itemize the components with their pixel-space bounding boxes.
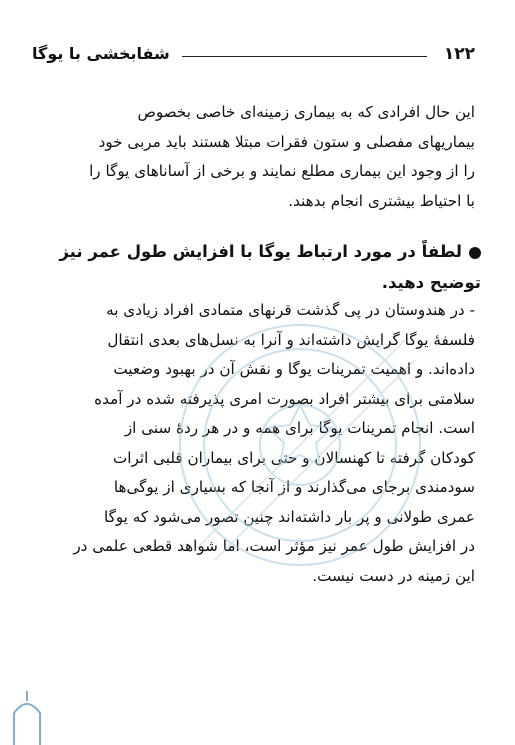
paragraph-answer <box>40 296 475 591</box>
question-line-2: توضیح دهید. <box>381 273 481 292</box>
running-title: شفابخشی با یوگا <box>32 44 170 63</box>
text-line: کودکان گرفته تا کهنسالان و حتی برای بیماران قلبی اثرات <box>112 448 475 467</box>
question-text: لطفاً در مورد ارتباط یوگا با افزایش طول عمر نیز <box>59 242 462 261</box>
minaret-icon <box>6 689 48 745</box>
text-line: است. انجام تمرینات یوگا برای همه و در هر ردهٔ سنی از <box>124 419 475 437</box>
text-line: فلسفهٔ یوگا گرایش داشته‌اند و آنرا به نسل‌های بعدی انتقال <box>107 330 475 349</box>
bullet-icon <box>469 247 481 259</box>
text-line: در افزایش طول عمر نیز مؤثر است، اما شواهد قطعی علمی در <box>73 537 475 555</box>
text-line: بیماریهای مفصلی و ستون فقرات مبتلا هستند باید مربی خود <box>98 132 475 151</box>
question-line-1 <box>40 236 481 267</box>
paragraph-intro <box>40 98 475 216</box>
header-rule <box>182 56 427 57</box>
text-line: سلامتی برای بیشتر افراد بصورت امری پذیرفته شده در آمده <box>94 389 475 408</box>
text-line: داده‌اند. و اهمیت تمرینات یوگا و نقش آن در بهبود وضعیت <box>113 360 475 378</box>
page-header <box>32 44 475 68</box>
text-line: عمری طولانی و پر بار داشته‌اند چنین تصور می‌شود که یوگا <box>104 507 475 526</box>
text-line: - در هندوستان در پی گذشت قرنهای متمادی افراد زیادی به <box>106 301 475 319</box>
question-heading <box>40 236 481 298</box>
text-line: سودمندی برجای می‌گذارند و از آنجا که بسیاری از یوگی‌ها <box>113 478 475 496</box>
text-line: این حال افرادی که به بیماری زمینه‌ای خاصی بخصوص <box>137 103 475 121</box>
text-line: این زمینه در دست نیست. <box>312 566 475 585</box>
text-line: با احتیاط بیشتری انجام بدهند. <box>288 191 475 210</box>
page-number: ۱۲۲ <box>443 44 475 64</box>
text-line: را از وجود این بیماری مطلع نمایند و برخی از آساناهای یوگا را <box>89 162 475 180</box>
